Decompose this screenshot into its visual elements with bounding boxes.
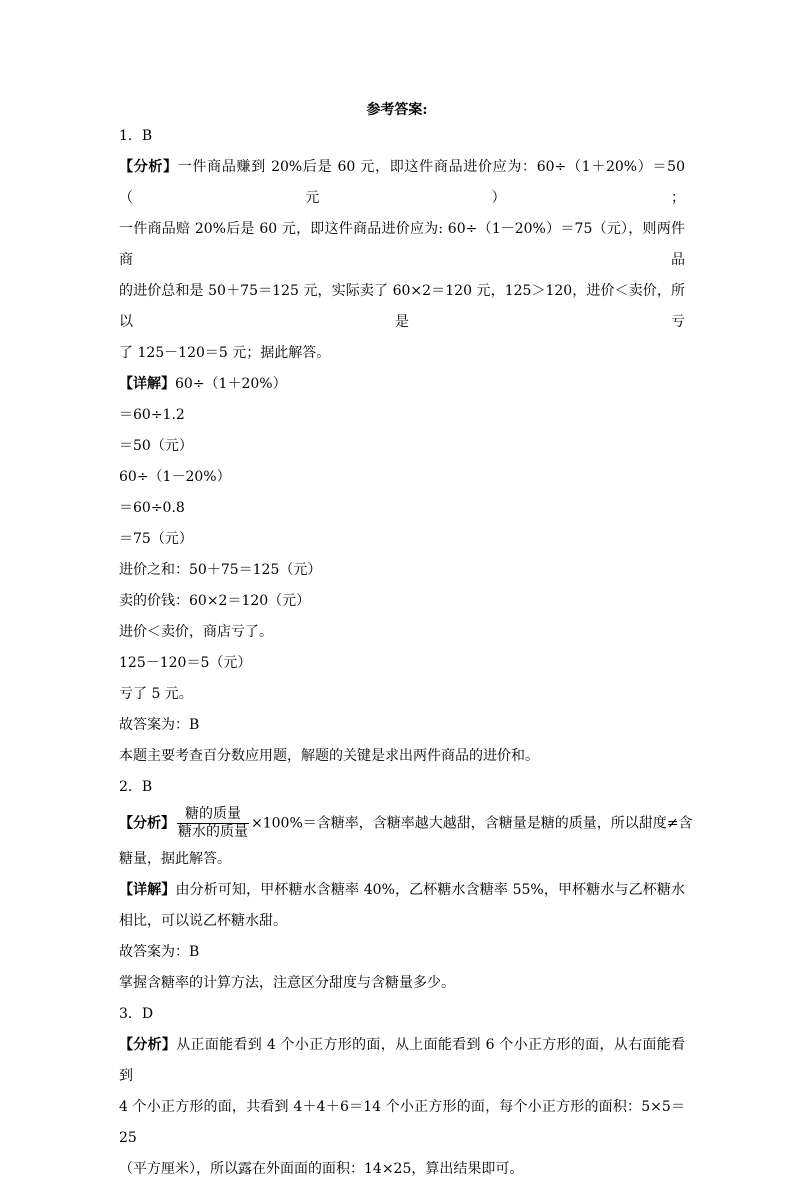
q1-detail-tag: 【详解】 bbox=[119, 376, 175, 392]
q1-note: 本题主要考查百分数应用题，解题的关键是求出两件商品的进价和。 bbox=[119, 748, 539, 764]
q2-conclusion: 故答案为：B bbox=[119, 944, 200, 960]
q3-analysis-line-1 bbox=[119, 1030, 685, 1092]
q1-detail-line-11: 亏了 5 元。 bbox=[119, 686, 193, 702]
q1-detail-line-4: 60÷（1－20%） bbox=[119, 469, 231, 485]
q2-analysis-tag: 【分析】 bbox=[119, 815, 175, 832]
sugar-ratio-fraction bbox=[177, 806, 249, 841]
fraction-denominator: 糖水的质量 bbox=[178, 824, 248, 840]
q1-analysis-line-3: 的进价总和是 50＋75＝125 元，实际卖了 60×2＝120 元，125＞120，进价＜卖价，所以是亏 bbox=[119, 283, 685, 330]
q1-detail-line-9: 进价＜卖价，商店亏了。 bbox=[119, 624, 273, 640]
q2-detail-line-1 bbox=[119, 875, 685, 906]
q3-answer: 3．D bbox=[119, 1006, 154, 1022]
q2-analysis-line-1 bbox=[119, 803, 693, 844]
q1-analysis-line-1 bbox=[119, 152, 685, 214]
q1-conclusion: 故答案为：B bbox=[119, 717, 200, 733]
q1-detail-line-1 bbox=[119, 369, 685, 400]
q1-detail-line-2: ＝60÷1.2 bbox=[119, 407, 185, 423]
q1-analysis-tag: 【分析】 bbox=[119, 159, 178, 175]
q2-detail-tag: 【详解】 bbox=[119, 882, 176, 898]
q3-analysis-line-3: （平方厘米），所以露在外面面的面积：14×25，算出结果即可。 bbox=[119, 1161, 524, 1177]
page-title: 参考答案: bbox=[366, 102, 428, 118]
q1-detail-line-10: 125－120＝5（元） bbox=[119, 655, 252, 671]
fraction-numerator: 糖的质量 bbox=[177, 806, 249, 824]
q1-detail-text-1: 60÷（1＋20%） bbox=[175, 376, 287, 392]
q2-answer: 2．B bbox=[119, 779, 153, 795]
q3-analysis-tag: 【分析】 bbox=[119, 1037, 177, 1053]
q2-analysis-text-1: ×100%＝含糖率，含糖率越大越甜，含糖量是糖的质量，所以甜度≠含 bbox=[251, 815, 693, 832]
q2-detail-line-2: 相比，可以说乙杯糖水甜。 bbox=[119, 913, 287, 929]
q1-answer: 1．B bbox=[119, 128, 153, 144]
q2-analysis-line-2: 糖量，据此解答。 bbox=[119, 851, 231, 867]
q3-analysis-line-2: 4 个小正方形的面，共看到 4＋4＋6＝14 个小正方形的面，每个小正方形的面积：5×5＝25 bbox=[119, 1099, 685, 1146]
q3-analysis-text-1: 从正面能看到 4 个小正方形的面，从上面能看到 6 个小正方形的面，从右面能看到 bbox=[119, 1037, 686, 1084]
q1-detail-line-8: 卖的价钱：60×2＝120（元） bbox=[119, 593, 311, 609]
q1-detail-line-5: ＝60÷0.8 bbox=[119, 500, 185, 516]
q1-detail-line-3: ＝50（元） bbox=[119, 438, 193, 454]
answer-content bbox=[119, 121, 693, 1185]
q2-note: 掌握含糖率的计算方法，注意区分甜度与含糖量多少。 bbox=[119, 975, 455, 991]
q1-analysis-line-4: 了 125－120＝5 元；据此解答。 bbox=[119, 345, 331, 361]
q1-analysis-line-2: 一件商品赔 20%后是 60 元，即这件商品进价应为: 60÷（1－20%）＝75（元），则两件商品 bbox=[119, 221, 685, 268]
q2-detail-text-1: 由分析可知，甲杯糖水含糖率 40%，乙杯糖水含糖率 55%，甲杯糖水与乙杯糖水 bbox=[175, 882, 685, 898]
q1-analysis-text-1: 一件商品赚到 20%后是 60 元，即这件商品进价应为：60÷（1＋20%）＝50（元）； bbox=[119, 159, 685, 206]
q1-detail-line-6: ＝75（元） bbox=[119, 531, 193, 547]
q1-detail-line-7: 进价之和：50＋75＝125（元） bbox=[119, 562, 322, 578]
